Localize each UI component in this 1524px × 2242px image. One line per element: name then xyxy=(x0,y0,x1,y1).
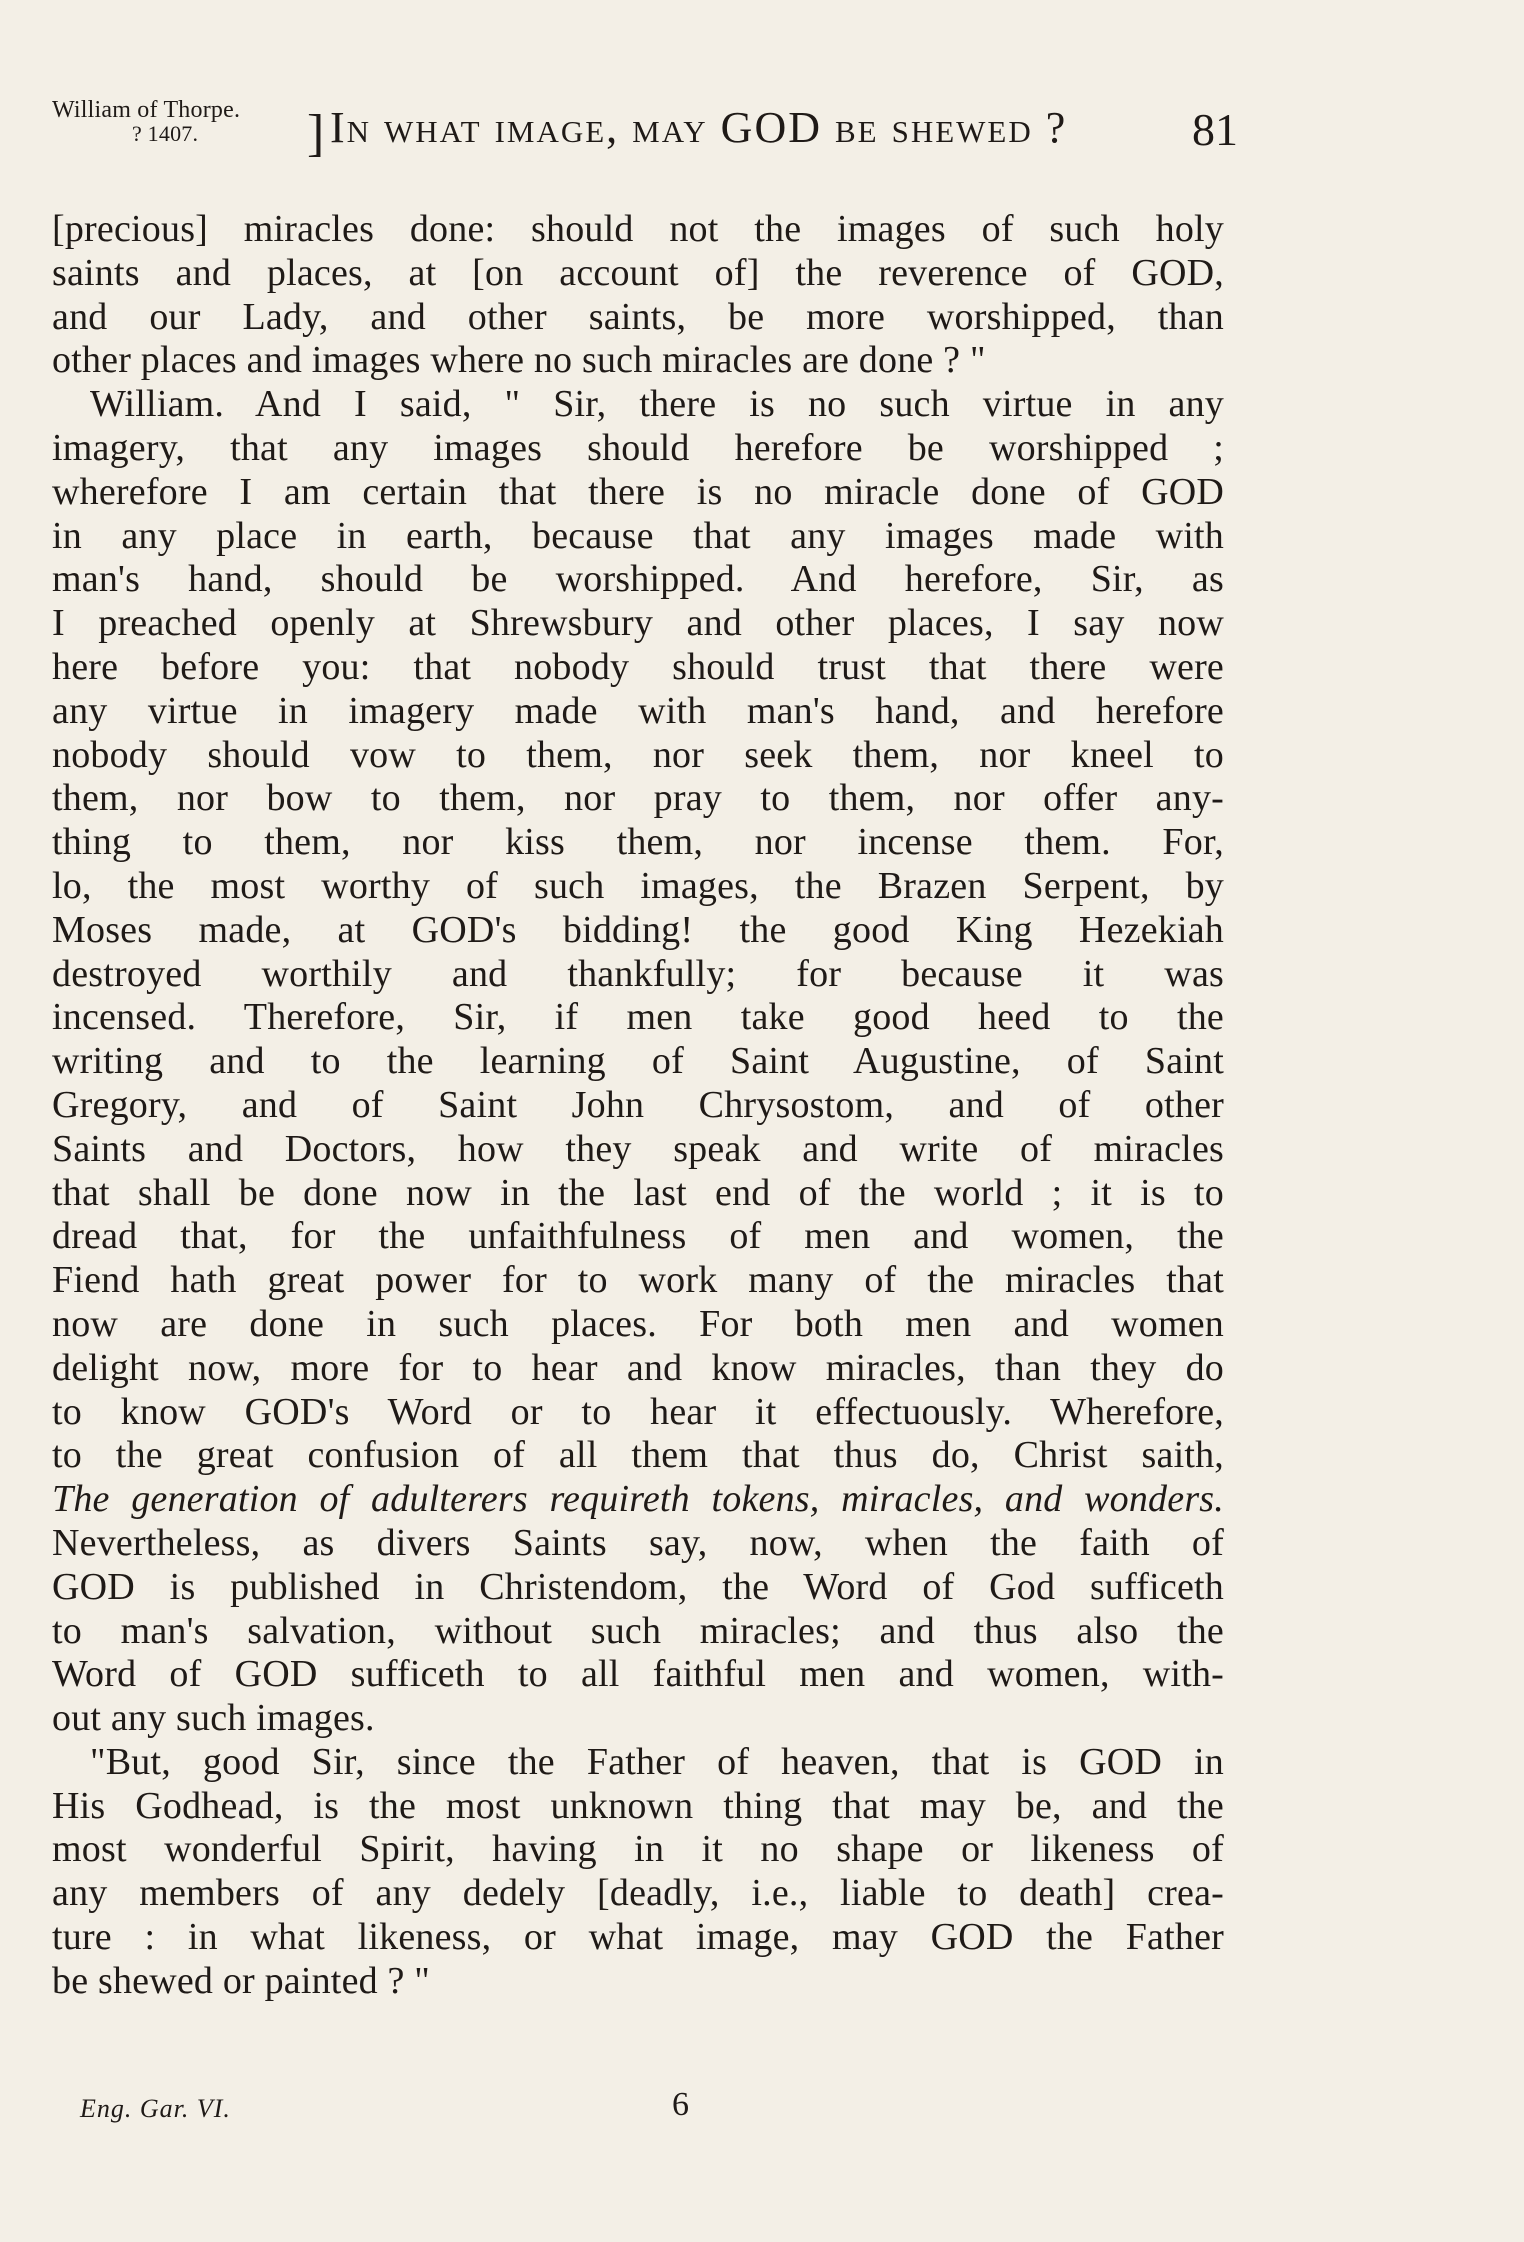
text-line: Gregory, and of Saint John Chrysostom, and of other xyxy=(52,1083,1224,1126)
page-footer xyxy=(80,2086,780,2136)
text-line: thing to them, nor kiss them, nor incense them. For, xyxy=(52,821,1224,864)
running-head: In what image, may GOD be shewed ? xyxy=(330,103,1068,152)
text-line: man's hand, should be worshipped. And herefore, Sir, as xyxy=(52,558,1224,601)
text-line: them, nor bow to them, nor pray to them, nor offer any- xyxy=(52,777,1224,820)
text-line: GOD is published in Christendom, the Word of God sufficeth xyxy=(52,1565,1224,1608)
text-line: and our Lady, and other saints, be more worshipped, than xyxy=(52,295,1224,338)
text-line: to know GOD's Word or to hear it effectuously. Wherefore, xyxy=(52,1390,1224,1433)
text-line: out any such images. xyxy=(52,1697,375,1740)
text-line: wherefore I am certain that there is no miracle done of GOD xyxy=(52,470,1224,513)
book-page xyxy=(52,97,1238,2123)
text-line: any members of any dedely [deadly, i.e., liable to death] crea- xyxy=(52,1872,1224,1915)
paragraph xyxy=(52,1741,1224,2004)
text-line: I preached openly at Shrewsbury and other places, I say now xyxy=(52,602,1224,645)
text-line: His Godhead, is the most unknown thing that may be, and the xyxy=(52,1784,1224,1827)
paragraph xyxy=(52,383,1224,1741)
text-line: imagery, that any images should herefore be worshipped ; xyxy=(52,426,1224,469)
text-line: Fiend hath great power for to work many of the miracles that xyxy=(52,1259,1224,1302)
text-line: Word of GOD sufficeth to all faithful men and women, with- xyxy=(52,1653,1224,1696)
text-line: saints and places, at [on account of] the reverence of GOD, xyxy=(52,251,1224,294)
text-line: destroyed worthily and thankfully; for because it was xyxy=(52,952,1224,995)
text-line: The generation of adulterers requireth tokens, miracles, and wonders. xyxy=(52,1478,1224,1521)
text-line: any virtue in imagery made with man's hand, and herefore xyxy=(52,689,1224,732)
text-line: now are done in such places. For both men and women xyxy=(52,1302,1224,1345)
text-line: other places and images where no such miracles are done ? " xyxy=(52,339,986,382)
text-line: here before you: that nobody should trust that there were xyxy=(52,645,1224,688)
text-line: "But, good Sir, since the Father of heaven, that is GOD in xyxy=(90,1740,1224,1783)
text-line: be shewed or painted ? " xyxy=(52,1959,431,2002)
text-line: dread that, for the unfaithfulness of men and women, the xyxy=(52,1215,1224,1258)
page-body xyxy=(52,208,1224,2004)
text-line: Nevertheless, as divers Saints say, now, when the faith of xyxy=(52,1521,1224,1564)
sheet-number: 6 xyxy=(672,2086,689,2123)
text-line: delight now, more for to hear and know miracles, than they do xyxy=(52,1346,1224,1389)
text-line: that shall be done now in the last end of the world ; it is to xyxy=(52,1171,1224,1214)
text-line: most wonderful Spirit, having in it no shape or likeness of xyxy=(52,1828,1224,1871)
text-line: Saints and Doctors, how they speak and write of miracles xyxy=(52,1127,1224,1170)
side-note-author: William of Thorpe. xyxy=(52,97,241,123)
text-line: [precious] miracles done: should not the images of such holy xyxy=(52,208,1224,250)
text-line: incensed. Therefore, Sir, if men take good heed to the xyxy=(52,996,1224,1039)
text-line: William. And I said, " Sir, there is no such virtue in any xyxy=(90,383,1224,426)
text-line: Moses made, at GOD's bidding! the good King Hezekiah xyxy=(52,908,1224,951)
text-line: to man's salvation, without such miracles; and thus also the xyxy=(52,1609,1224,1652)
side-note-bracket: ] xyxy=(307,105,325,162)
text-line: ture : in what likeness, or what image, may GOD the Father xyxy=(52,1916,1224,1959)
side-note-date: ? 1407. xyxy=(132,121,199,146)
page-number: 81 xyxy=(1192,104,1238,155)
text-line: nobody should vow to them, nor seek them, nor kneel to xyxy=(52,733,1224,776)
text-line: to the great confusion of all them that thus do, Christ saith, xyxy=(52,1434,1224,1477)
paragraph xyxy=(52,208,1224,383)
signature-mark: Eng. Gar. VI. xyxy=(80,2094,231,2123)
text-line: writing and to the learning of Saint Augustine, of Saint xyxy=(52,1040,1224,1083)
text-line: in any place in earth, because that any images made with xyxy=(52,514,1224,557)
text-line: lo, the most worthy of such images, the Brazen Serpent, by xyxy=(52,864,1224,907)
page-header xyxy=(52,97,1238,172)
side-note xyxy=(52,98,322,146)
